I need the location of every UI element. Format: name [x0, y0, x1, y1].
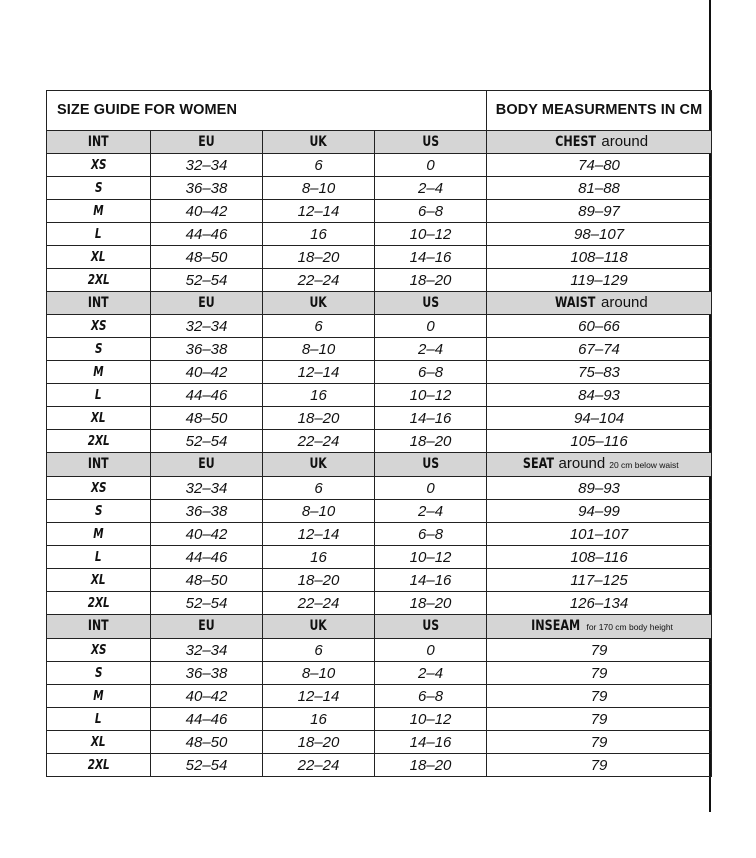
cell-us: 18–20: [375, 269, 487, 292]
column-header-label: US: [422, 133, 439, 150]
column-header-label: UK: [309, 294, 328, 311]
table-row: [47, 315, 712, 338]
cell-int: [47, 754, 151, 777]
cell-eu: 44–46: [151, 708, 263, 731]
cell-measurement-value: 119–129: [487, 269, 712, 292]
cell-measurement-value: 94–104: [487, 407, 712, 430]
measurement-suffix: around: [597, 133, 649, 150]
cell-uk: 18–20: [263, 246, 375, 269]
cell-us: 10–12: [375, 546, 487, 569]
cell-measurement-value: 67–74: [487, 338, 712, 361]
table-row: [47, 592, 712, 615]
cell-int: [47, 500, 151, 523]
cell-us: 18–20: [375, 592, 487, 615]
cell-uk: 22–24: [263, 269, 375, 292]
cell-int: [47, 246, 151, 269]
cell-uk: 6: [263, 315, 375, 338]
column-header-label: EU: [198, 294, 215, 311]
int-size-label: M: [93, 689, 104, 704]
cell-us: 10–12: [375, 708, 487, 731]
cell-uk: 8–10: [263, 662, 375, 685]
cell-uk: 8–10: [263, 500, 375, 523]
cell-measurement-value: 126–134: [487, 592, 712, 615]
table-row: [47, 500, 712, 523]
int-size-label: L: [95, 712, 102, 727]
table-row: [47, 338, 712, 361]
cell-eu: 40–42: [151, 200, 263, 223]
cell-measurement-value: 75–83: [487, 361, 712, 384]
cell-measurement-value: 94–99: [487, 500, 712, 523]
column-header-label: UK: [309, 133, 328, 150]
column-header-label: EU: [198, 618, 215, 634]
cell-uk: 22–24: [263, 592, 375, 615]
column-header-uk: [263, 615, 375, 639]
cell-us: 18–20: [375, 430, 487, 453]
measurement-header: [487, 615, 712, 639]
cell-us: 18–20: [375, 754, 487, 777]
column-header-int: [47, 615, 151, 639]
cell-eu: 36–38: [151, 500, 263, 523]
cell-uk: 18–20: [263, 407, 375, 430]
cell-eu: 36–38: [151, 177, 263, 200]
cell-uk: 12–14: [263, 523, 375, 546]
cell-int: [47, 177, 151, 200]
table-row: [47, 246, 712, 269]
cell-int: [47, 546, 151, 569]
column-header-us: [375, 453, 487, 477]
cell-uk: 16: [263, 546, 375, 569]
cell-uk: 12–14: [263, 685, 375, 708]
int-size-label: L: [95, 388, 102, 403]
cell-us: 14–16: [375, 569, 487, 592]
cell-measurement-value: 74–80: [487, 154, 712, 177]
cell-eu: 48–50: [151, 246, 263, 269]
cell-measurement-value: 89–93: [487, 477, 712, 500]
cell-int: [47, 708, 151, 731]
table-row: [47, 430, 712, 453]
cell-us: 6–8: [375, 361, 487, 384]
cell-eu: 32–34: [151, 154, 263, 177]
cell-uk: 8–10: [263, 338, 375, 361]
cell-eu: 40–42: [151, 685, 263, 708]
title-spacer: [375, 91, 487, 131]
cell-uk: 16: [263, 708, 375, 731]
cell-us: 0: [375, 639, 487, 662]
column-header-uk: [263, 453, 375, 477]
table-row: [47, 361, 712, 384]
cell-measurement-value: 79: [487, 685, 712, 708]
cell-int: [47, 430, 151, 453]
table-row: [47, 708, 712, 731]
int-size-label: S: [94, 342, 103, 357]
measurement-suffix: around: [554, 455, 606, 472]
table-row: [47, 477, 712, 500]
int-size-label: XS: [90, 481, 107, 496]
cell-us: 6–8: [375, 523, 487, 546]
cell-int: [47, 662, 151, 685]
cell-uk: 16: [263, 223, 375, 246]
table-row: [47, 754, 712, 777]
int-size-label: 2XL: [87, 273, 110, 288]
int-size-label: S: [94, 504, 103, 519]
column-header-eu: [151, 292, 263, 315]
table-row: [47, 639, 712, 662]
column-header-label: EU: [198, 456, 215, 472]
column-header-uk: [263, 131, 375, 154]
size-guide-table: [46, 90, 712, 777]
table-row: [47, 384, 712, 407]
int-size-label: XS: [90, 643, 107, 658]
cell-int: [47, 154, 151, 177]
measurement-label: [519, 453, 605, 475]
measurement-name: SEAT: [523, 456, 555, 472]
int-size-label: 2XL: [87, 434, 110, 449]
cell-eu: 48–50: [151, 407, 263, 430]
cell-eu: 32–34: [151, 315, 263, 338]
cell-int: [47, 315, 151, 338]
cell-eu: 48–50: [151, 569, 263, 592]
int-size-label: XL: [91, 411, 106, 426]
int-size-label: 2XL: [87, 596, 110, 611]
cell-us: 0: [375, 154, 487, 177]
cell-uk: 6: [263, 639, 375, 662]
cell-measurement-value: 79: [487, 754, 712, 777]
cell-us: 2–4: [375, 338, 487, 361]
measurements-title: BODY MEASURMENTS IN CM: [487, 91, 712, 131]
section-header-waist: [47, 292, 712, 315]
column-header-label: US: [422, 456, 439, 472]
column-header-int: [47, 131, 151, 154]
cell-us: 2–4: [375, 500, 487, 523]
column-header-label: US: [422, 294, 439, 311]
measurement-label: [550, 131, 648, 153]
cell-int: [47, 731, 151, 754]
column-header-label: UK: [309, 618, 328, 634]
cell-eu: 44–46: [151, 223, 263, 246]
table-row: [47, 685, 712, 708]
column-header-label: INT: [88, 618, 109, 634]
measurement-label: [525, 615, 582, 637]
cell-int: [47, 569, 151, 592]
cell-eu: 40–42: [151, 523, 263, 546]
cell-us: 10–12: [375, 384, 487, 407]
table-row: [47, 200, 712, 223]
cell-int: [47, 361, 151, 384]
cell-uk: 22–24: [263, 754, 375, 777]
cell-measurement-value: 101–107: [487, 523, 712, 546]
cell-us: 0: [375, 315, 487, 338]
cell-us: 2–4: [375, 662, 487, 685]
cell-int: [47, 407, 151, 430]
cell-eu: 44–46: [151, 546, 263, 569]
section-header-chest: [47, 131, 712, 154]
table-row: [47, 569, 712, 592]
int-size-label: XL: [91, 250, 106, 265]
measurement-header: [487, 292, 712, 315]
measurement-name: INSEAM: [531, 618, 581, 634]
column-header-us: [375, 131, 487, 154]
int-size-label: S: [94, 181, 103, 196]
cell-int: [47, 685, 151, 708]
cell-us: 14–16: [375, 407, 487, 430]
column-header-us: [375, 615, 487, 639]
cell-uk: 18–20: [263, 731, 375, 754]
column-header-int: [47, 453, 151, 477]
cell-uk: 22–24: [263, 430, 375, 453]
cell-int: [47, 200, 151, 223]
cell-eu: 52–54: [151, 269, 263, 292]
column-header-label: US: [422, 618, 439, 634]
cell-eu: 52–54: [151, 430, 263, 453]
cell-us: 14–16: [375, 731, 487, 754]
cell-measurement-value: 81–88: [487, 177, 712, 200]
section-header-inseam: [47, 615, 712, 639]
section-header-seat: [47, 453, 712, 477]
int-size-label: XS: [90, 158, 107, 173]
cell-uk: 6: [263, 154, 375, 177]
cell-measurement-value: 108–118: [487, 246, 712, 269]
cell-int: [47, 523, 151, 546]
title-row: [47, 91, 712, 131]
measurement-name: WAIST: [555, 295, 596, 311]
column-header-label: EU: [198, 133, 215, 150]
cell-uk: 12–14: [263, 361, 375, 384]
cell-eu: 52–54: [151, 754, 263, 777]
table-row: [47, 154, 712, 177]
measurement-suffix: around: [596, 294, 648, 311]
column-header-label: UK: [309, 456, 328, 472]
int-size-label: M: [93, 204, 104, 219]
cell-us: 6–8: [375, 200, 487, 223]
table-row: [47, 223, 712, 246]
measurement-label: [550, 292, 647, 314]
table-row: [47, 731, 712, 754]
column-header-us: [375, 292, 487, 315]
cell-measurement-value: 84–93: [487, 384, 712, 407]
cell-measurement-value: 79: [487, 708, 712, 731]
cell-measurement-value: 105–116: [487, 430, 712, 453]
cell-measurement-value: 89–97: [487, 200, 712, 223]
table-row: [47, 662, 712, 685]
cell-int: [47, 639, 151, 662]
cell-eu: 44–46: [151, 384, 263, 407]
int-size-label: S: [94, 666, 103, 681]
measurement-name: CHEST: [555, 134, 597, 150]
cell-uk: 8–10: [263, 177, 375, 200]
cell-uk: 6: [263, 477, 375, 500]
column-header-label: INT: [88, 294, 109, 311]
cell-measurement-value: 98–107: [487, 223, 712, 246]
int-size-label: XL: [91, 735, 106, 750]
table-row: [47, 269, 712, 292]
cell-int: [47, 269, 151, 292]
int-size-label: M: [93, 527, 104, 542]
table-row: [47, 177, 712, 200]
cell-uk: 12–14: [263, 200, 375, 223]
measurement-header: [487, 453, 712, 477]
cell-measurement-value: 79: [487, 639, 712, 662]
measurement-header: [487, 131, 712, 154]
column-header-label: INT: [88, 456, 109, 472]
cell-measurement-value: 117–125: [487, 569, 712, 592]
int-size-label: L: [95, 550, 102, 565]
column-header-eu: [151, 453, 263, 477]
int-size-label: L: [95, 227, 102, 242]
table-row: [47, 523, 712, 546]
table-title: SIZE GUIDE FOR WOMEN: [47, 91, 375, 131]
column-header-eu: [151, 615, 263, 639]
column-header-int: [47, 292, 151, 315]
cell-us: 14–16: [375, 246, 487, 269]
cell-eu: 32–34: [151, 639, 263, 662]
cell-int: [47, 592, 151, 615]
cell-eu: 40–42: [151, 361, 263, 384]
cell-uk: 16: [263, 384, 375, 407]
int-size-label: 2XL: [87, 758, 110, 773]
cell-int: [47, 223, 151, 246]
cell-eu: 36–38: [151, 662, 263, 685]
cell-eu: 32–34: [151, 477, 263, 500]
measurement-note: for 170 cm body height: [586, 622, 673, 632]
cell-us: 0: [375, 477, 487, 500]
int-size-label: XS: [90, 319, 107, 334]
int-size-label: M: [93, 365, 104, 380]
table-row: [47, 407, 712, 430]
cell-int: [47, 338, 151, 361]
cell-measurement-value: 108–116: [487, 546, 712, 569]
cell-eu: 36–38: [151, 338, 263, 361]
cell-measurement-value: 60–66: [487, 315, 712, 338]
int-size-label: XL: [91, 573, 106, 588]
cell-eu: 52–54: [151, 592, 263, 615]
cell-us: 10–12: [375, 223, 487, 246]
column-header-eu: [151, 131, 263, 154]
cell-measurement-value: 79: [487, 662, 712, 685]
cell-us: 6–8: [375, 685, 487, 708]
cell-us: 2–4: [375, 177, 487, 200]
measurement-note: 20 cm below waist: [609, 460, 679, 470]
cell-uk: 18–20: [263, 569, 375, 592]
column-header-uk: [263, 292, 375, 315]
cell-int: [47, 477, 151, 500]
cell-int: [47, 384, 151, 407]
table-row: [47, 546, 712, 569]
column-header-label: INT: [88, 133, 109, 150]
cell-measurement-value: 79: [487, 731, 712, 754]
cell-eu: 48–50: [151, 731, 263, 754]
